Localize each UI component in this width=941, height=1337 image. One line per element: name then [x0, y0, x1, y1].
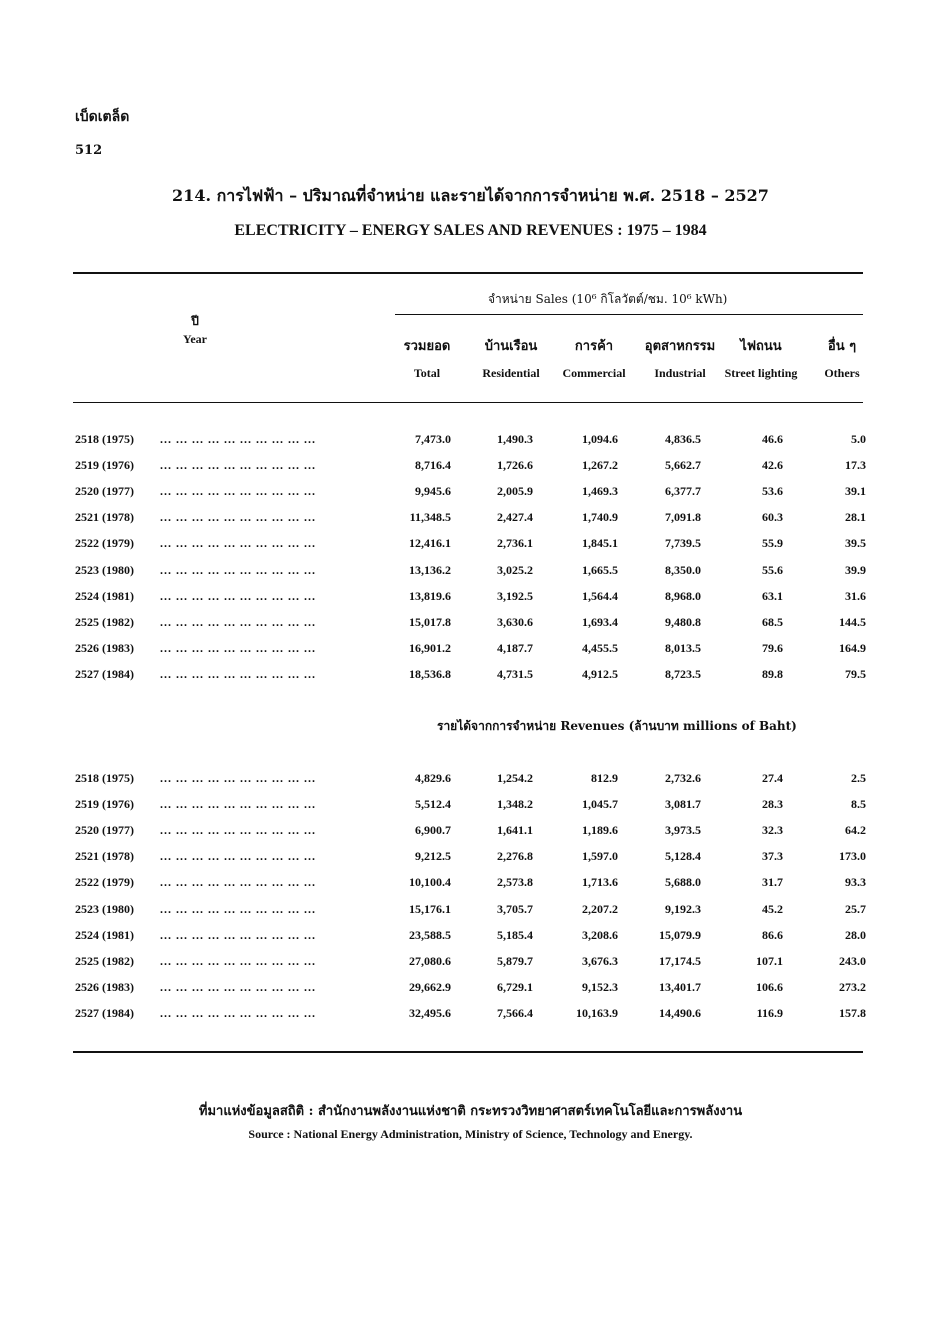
column-header-english: Others: [824, 366, 860, 380]
cell-value: 4,829.6: [415, 771, 451, 785]
table-row: [0, 536, 941, 556]
cell-value: 3,192.5: [497, 588, 533, 603]
table-row: [0, 875, 941, 895]
cell-value: 164.9: [839, 640, 866, 655]
cell-value: 7,739.5: [665, 536, 701, 551]
cell-value: 8,723.5: [665, 666, 701, 681]
leader-dots: ... ... ... ... ... ... ... ... ... ...: [160, 588, 316, 603]
column-header: [635, 334, 725, 386]
cell-value: 1,713.6: [582, 875, 618, 890]
cell-value: 5.0: [851, 432, 866, 446]
cell-value: 1,665.5: [582, 562, 618, 577]
cell-value: 14,490.6: [659, 1005, 701, 1020]
column-header-english: Residential: [482, 366, 540, 380]
cell-value: 3,208.6: [582, 927, 618, 942]
cell-value: 173.0: [839, 849, 866, 864]
cell-value: 1,094.6: [582, 432, 618, 446]
cell-value: 1,564.4: [582, 588, 618, 603]
cell-value: 13,401.7: [659, 979, 701, 994]
table-row: [0, 432, 941, 452]
cell-value: 4,187.7: [497, 640, 533, 655]
cell-value: 11,348.5: [409, 510, 451, 525]
leader-dots: ... ... ... ... ... ... ... ... ... ...: [160, 458, 316, 473]
cell-value: 29,662.9: [409, 979, 451, 994]
leader-dots: ... ... ... ... ... ... ... ... ... ...: [160, 901, 316, 916]
cell-value: 2,005.9: [497, 484, 533, 499]
cell-value: 10,100.4: [409, 875, 451, 890]
cell-value: 1,641.1: [497, 823, 533, 838]
cell-value: 28.0: [845, 927, 866, 942]
table-row: [0, 615, 941, 635]
column-header: [552, 334, 637, 386]
column-header-english: Industrial: [654, 366, 706, 380]
leader-dots: ... ... ... ... ... ... ... ... ... ...: [160, 797, 316, 812]
page-number: 512: [75, 143, 103, 158]
table-row: [0, 902, 941, 922]
leader-dots: ... ... ... ... ... ... ... ... ... ...: [160, 562, 316, 577]
cell-value: 9,152.3: [582, 979, 618, 994]
row-year: 2525 (1982): [75, 614, 134, 629]
revenues-group-label: รายได้จากการจำหน่าย Revenues (ล้านบาท millions of Baht): [437, 719, 797, 733]
leader-dots: ... ... ... ... ... ... ... ... ... ...: [160, 823, 316, 838]
table-row: [0, 458, 941, 478]
cell-value: 2,573.8: [497, 875, 533, 890]
leader-dots: ... ... ... ... ... ... ... ... ... ...: [160, 484, 316, 499]
cell-value: 39.9: [845, 562, 866, 577]
cell-value: 6,377.7: [665, 484, 701, 499]
cell-value: 243.0: [839, 953, 866, 968]
cell-value: 16,901.2: [409, 640, 451, 655]
column-header-thai: บ้านเรือน: [484, 339, 538, 354]
cell-value: 79.6: [762, 640, 783, 655]
cell-value: 9,480.8: [665, 614, 701, 629]
year-header-thai: ปี: [191, 314, 199, 328]
cell-value: 10,163.9: [576, 1005, 618, 1020]
cell-value: 5,688.0: [665, 875, 701, 890]
cell-value: 2,427.4: [497, 510, 533, 525]
leader-dots: ... ... ... ... ... ... ... ... ... ...: [160, 927, 316, 942]
row-year: 2518 (1975): [75, 771, 134, 785]
cell-value: 5,128.4: [665, 849, 701, 864]
cell-value: 39.1: [845, 484, 866, 499]
cell-value: 1,348.2: [497, 797, 533, 812]
cell-value: 27,080.6: [409, 953, 451, 968]
cell-value: 2,732.6: [665, 771, 701, 785]
row-year: 2520 (1977): [75, 823, 134, 838]
table-bottom-rule: [73, 1051, 863, 1053]
cell-value: 3,676.3: [582, 953, 618, 968]
table-row: [0, 771, 941, 791]
cell-value: 15,017.8: [409, 614, 451, 629]
cell-value: 116.9: [756, 1005, 783, 1020]
year-header-english: Year: [183, 332, 207, 346]
cell-value: 812.9: [591, 771, 618, 785]
row-year: 2527 (1984): [75, 1005, 134, 1020]
cell-value: 5,185.4: [497, 927, 533, 942]
cell-value: 1,693.4: [582, 614, 618, 629]
column-header: [471, 334, 551, 386]
row-year: 2519 (1976): [75, 797, 134, 812]
cell-value: 1,597.0: [582, 849, 618, 864]
row-year: 2523 (1980): [75, 562, 134, 577]
cell-value: 1,740.9: [582, 510, 618, 525]
cell-value: 23,588.5: [409, 927, 451, 942]
cell-value: 32.3: [762, 823, 783, 838]
cell-value: 5,662.7: [665, 458, 701, 473]
cell-value: 15,079.9: [659, 927, 701, 942]
column-header-thai: อื่น ๆ: [827, 339, 857, 354]
row-year: 2519 (1976): [75, 458, 134, 473]
cell-value: 1,490.3: [497, 432, 533, 446]
cell-value: 8,350.0: [665, 562, 701, 577]
cell-value: 7,473.0: [415, 432, 451, 446]
cell-value: 37.3: [762, 849, 783, 864]
cell-value: 3,630.6: [497, 614, 533, 629]
row-year: 2526 (1983): [75, 640, 134, 655]
row-year: 2525 (1982): [75, 953, 134, 968]
cell-value: 64.2: [845, 823, 866, 838]
row-year: 2521 (1978): [75, 849, 134, 864]
cell-value: 157.8: [839, 1005, 866, 1020]
cell-value: 8.5: [851, 797, 866, 812]
cell-value: 39.5: [845, 536, 866, 551]
table-row: [0, 641, 941, 661]
cell-value: 144.5: [839, 614, 866, 629]
cell-value: 4,836.5: [665, 432, 701, 446]
cell-value: 1,189.6: [582, 823, 618, 838]
cell-value: 60.3: [762, 510, 783, 525]
table-row: [0, 954, 941, 974]
cell-value: 4,912.5: [582, 666, 618, 681]
column-header-english: Street lighting: [724, 366, 798, 380]
cell-value: 8,013.5: [665, 640, 701, 655]
table-row: [0, 589, 941, 609]
cell-value: 1,254.2: [497, 771, 533, 785]
leader-dots: ... ... ... ... ... ... ... ... ... ...: [160, 640, 316, 655]
table-top-rule: [73, 272, 863, 274]
cell-value: 7,091.8: [665, 510, 701, 525]
leader-dots: ... ... ... ... ... ... ... ... ... ...: [160, 536, 316, 551]
cell-value: 2,207.2: [582, 901, 618, 916]
row-year: 2524 (1981): [75, 927, 134, 942]
column-header-thai: การค้า: [574, 339, 614, 354]
cell-value: 31.7: [762, 875, 783, 890]
cell-value: 8,968.0: [665, 588, 701, 603]
cell-value: 5,879.7: [497, 953, 533, 968]
cell-value: 89.8: [762, 666, 783, 681]
column-header-english: Commercial: [562, 366, 626, 380]
cell-value: 13,819.6: [409, 588, 451, 603]
row-year: 2527 (1984): [75, 666, 134, 681]
table-title-thai: 214. การไฟฟ้า – ปริมาณที่จำหน่าย และรายได้จากการจำหน่าย พ.ศ. 2518 – 2527: [172, 186, 769, 205]
cell-value: 9,212.5: [415, 849, 451, 864]
cell-value: 6,729.1: [497, 979, 533, 994]
column-header-thai: อุตสาหกรรม: [644, 339, 716, 354]
row-year: 2520 (1977): [75, 484, 134, 499]
leader-dots: ... ... ... ... ... ... ... ... ... ...: [160, 979, 316, 994]
table-row: [0, 980, 941, 1000]
cell-value: 6,900.7: [415, 823, 451, 838]
cell-value: 9,192.3: [665, 901, 701, 916]
cell-value: 3,705.7: [497, 901, 533, 916]
row-year: 2518 (1975): [75, 432, 134, 446]
cell-value: 31.6: [845, 588, 866, 603]
cell-value: 27.4: [762, 771, 783, 785]
column-header-thai: รวมยอด: [403, 339, 451, 354]
cell-value: 86.6: [762, 927, 783, 942]
leader-dots: ... ... ... ... ... ... ... ... ... ...: [160, 771, 316, 785]
cell-value: 55.9: [762, 536, 783, 551]
cell-value: 7,566.4: [497, 1005, 533, 1020]
leader-dots: ... ... ... ... ... ... ... ... ... ...: [160, 849, 316, 864]
header-bottom-rule: [73, 402, 863, 403]
row-year: 2522 (1979): [75, 536, 134, 551]
table-row: [0, 797, 941, 817]
leader-dots: ... ... ... ... ... ... ... ... ... ...: [160, 510, 316, 525]
row-year: 2526 (1983): [75, 979, 134, 994]
cell-value: 15,176.1: [409, 901, 451, 916]
leader-dots: ... ... ... ... ... ... ... ... ... ...: [160, 953, 316, 968]
cell-value: 4,731.5: [497, 666, 533, 681]
cell-value: 2,736.1: [497, 536, 533, 551]
cell-value: 55.6: [762, 562, 783, 577]
cell-value: 13,136.2: [409, 562, 451, 577]
cell-value: 28.1: [845, 510, 866, 525]
cell-value: 12,416.1: [409, 536, 451, 551]
cell-value: 63.1: [762, 588, 783, 603]
cell-value: 68.5: [762, 614, 783, 629]
cell-value: 9,945.6: [415, 484, 451, 499]
table-title-english: ELECTRICITY – ENERGY SALES AND REVENUES : 1975 – 1984: [234, 222, 707, 239]
cell-value: 53.6: [762, 484, 783, 499]
cell-value: 17.3: [845, 458, 866, 473]
cell-value: 5,512.4: [415, 797, 451, 812]
cell-value: 1,045.7: [582, 797, 618, 812]
row-year: 2524 (1981): [75, 588, 134, 603]
cell-value: 18,536.8: [409, 666, 451, 681]
table-row: [0, 510, 941, 530]
cell-value: 1,469.3: [582, 484, 618, 499]
cell-value: 3,081.7: [665, 797, 701, 812]
cell-value: 273.2: [839, 979, 866, 994]
cell-value: 2,276.8: [497, 849, 533, 864]
row-year: 2523 (1980): [75, 901, 134, 916]
cell-value: 17,174.5: [659, 953, 701, 968]
section-header: เบ็ดเตล็ด: [75, 109, 130, 125]
cell-value: 1,726.6: [497, 458, 533, 473]
table-row: [0, 484, 941, 504]
row-year: 2522 (1979): [75, 875, 134, 890]
table-row: [0, 563, 941, 583]
cell-value: 28.3: [762, 797, 783, 812]
cell-value: 93.3: [845, 875, 866, 890]
cell-value: 42.6: [762, 458, 783, 473]
row-year: 2521 (1978): [75, 510, 134, 525]
cell-value: 79.5: [845, 666, 866, 681]
table-row: [0, 823, 941, 843]
cell-value: 3,973.5: [665, 823, 701, 838]
cell-value: 2.5: [851, 771, 866, 785]
leader-dots: ... ... ... ... ... ... ... ... ... ...: [160, 614, 316, 629]
cell-value: 8,716.4: [415, 458, 451, 473]
leader-dots: ... ... ... ... ... ... ... ... ... ...: [160, 666, 316, 681]
table-row: [0, 667, 941, 687]
sales-group-underline: [395, 314, 863, 315]
cell-value: 1,267.2: [582, 458, 618, 473]
cell-value: 1,845.1: [582, 536, 618, 551]
cell-value: 3,025.2: [497, 562, 533, 577]
cell-value: 32,495.6: [409, 1005, 451, 1020]
column-header: [812, 334, 872, 386]
year-column-header: [165, 312, 225, 348]
leader-dots: ... ... ... ... ... ... ... ... ... ...: [160, 432, 316, 446]
leader-dots: ... ... ... ... ... ... ... ... ... ...: [160, 875, 316, 890]
cell-value: 45.2: [762, 901, 783, 916]
column-header-thai: ไฟถนน: [740, 339, 782, 354]
source-thai: ที่มาแห่งข้อมูลสถิติ : สำนักงานพลังงานแห่งชาติ กระทรวงวิทยาศาสตร์เทคโนโลยีและการพลังงาน: [198, 1104, 743, 1119]
cell-value: 25.7: [845, 901, 866, 916]
cell-value: 4,455.5: [582, 640, 618, 655]
column-header: [387, 334, 467, 386]
column-header: [714, 334, 809, 386]
cell-value: 107.1: [756, 953, 783, 968]
column-header-english: Total: [413, 366, 441, 380]
cell-value: 106.6: [756, 979, 783, 994]
table-row: [0, 1006, 941, 1026]
source-english: Source : National Energy Administration, Ministry of Science, Technology and Energy.: [248, 1127, 693, 1141]
table-row: [0, 928, 941, 948]
table-row: [0, 849, 941, 869]
cell-value: 46.6: [762, 432, 783, 446]
sales-group-label: จำหน่าย Sales (10⁶ กิโลวัตต์/ชม. 10⁶ kWh): [488, 292, 728, 306]
leader-dots: ... ... ... ... ... ... ... ... ... ...: [160, 1005, 316, 1020]
